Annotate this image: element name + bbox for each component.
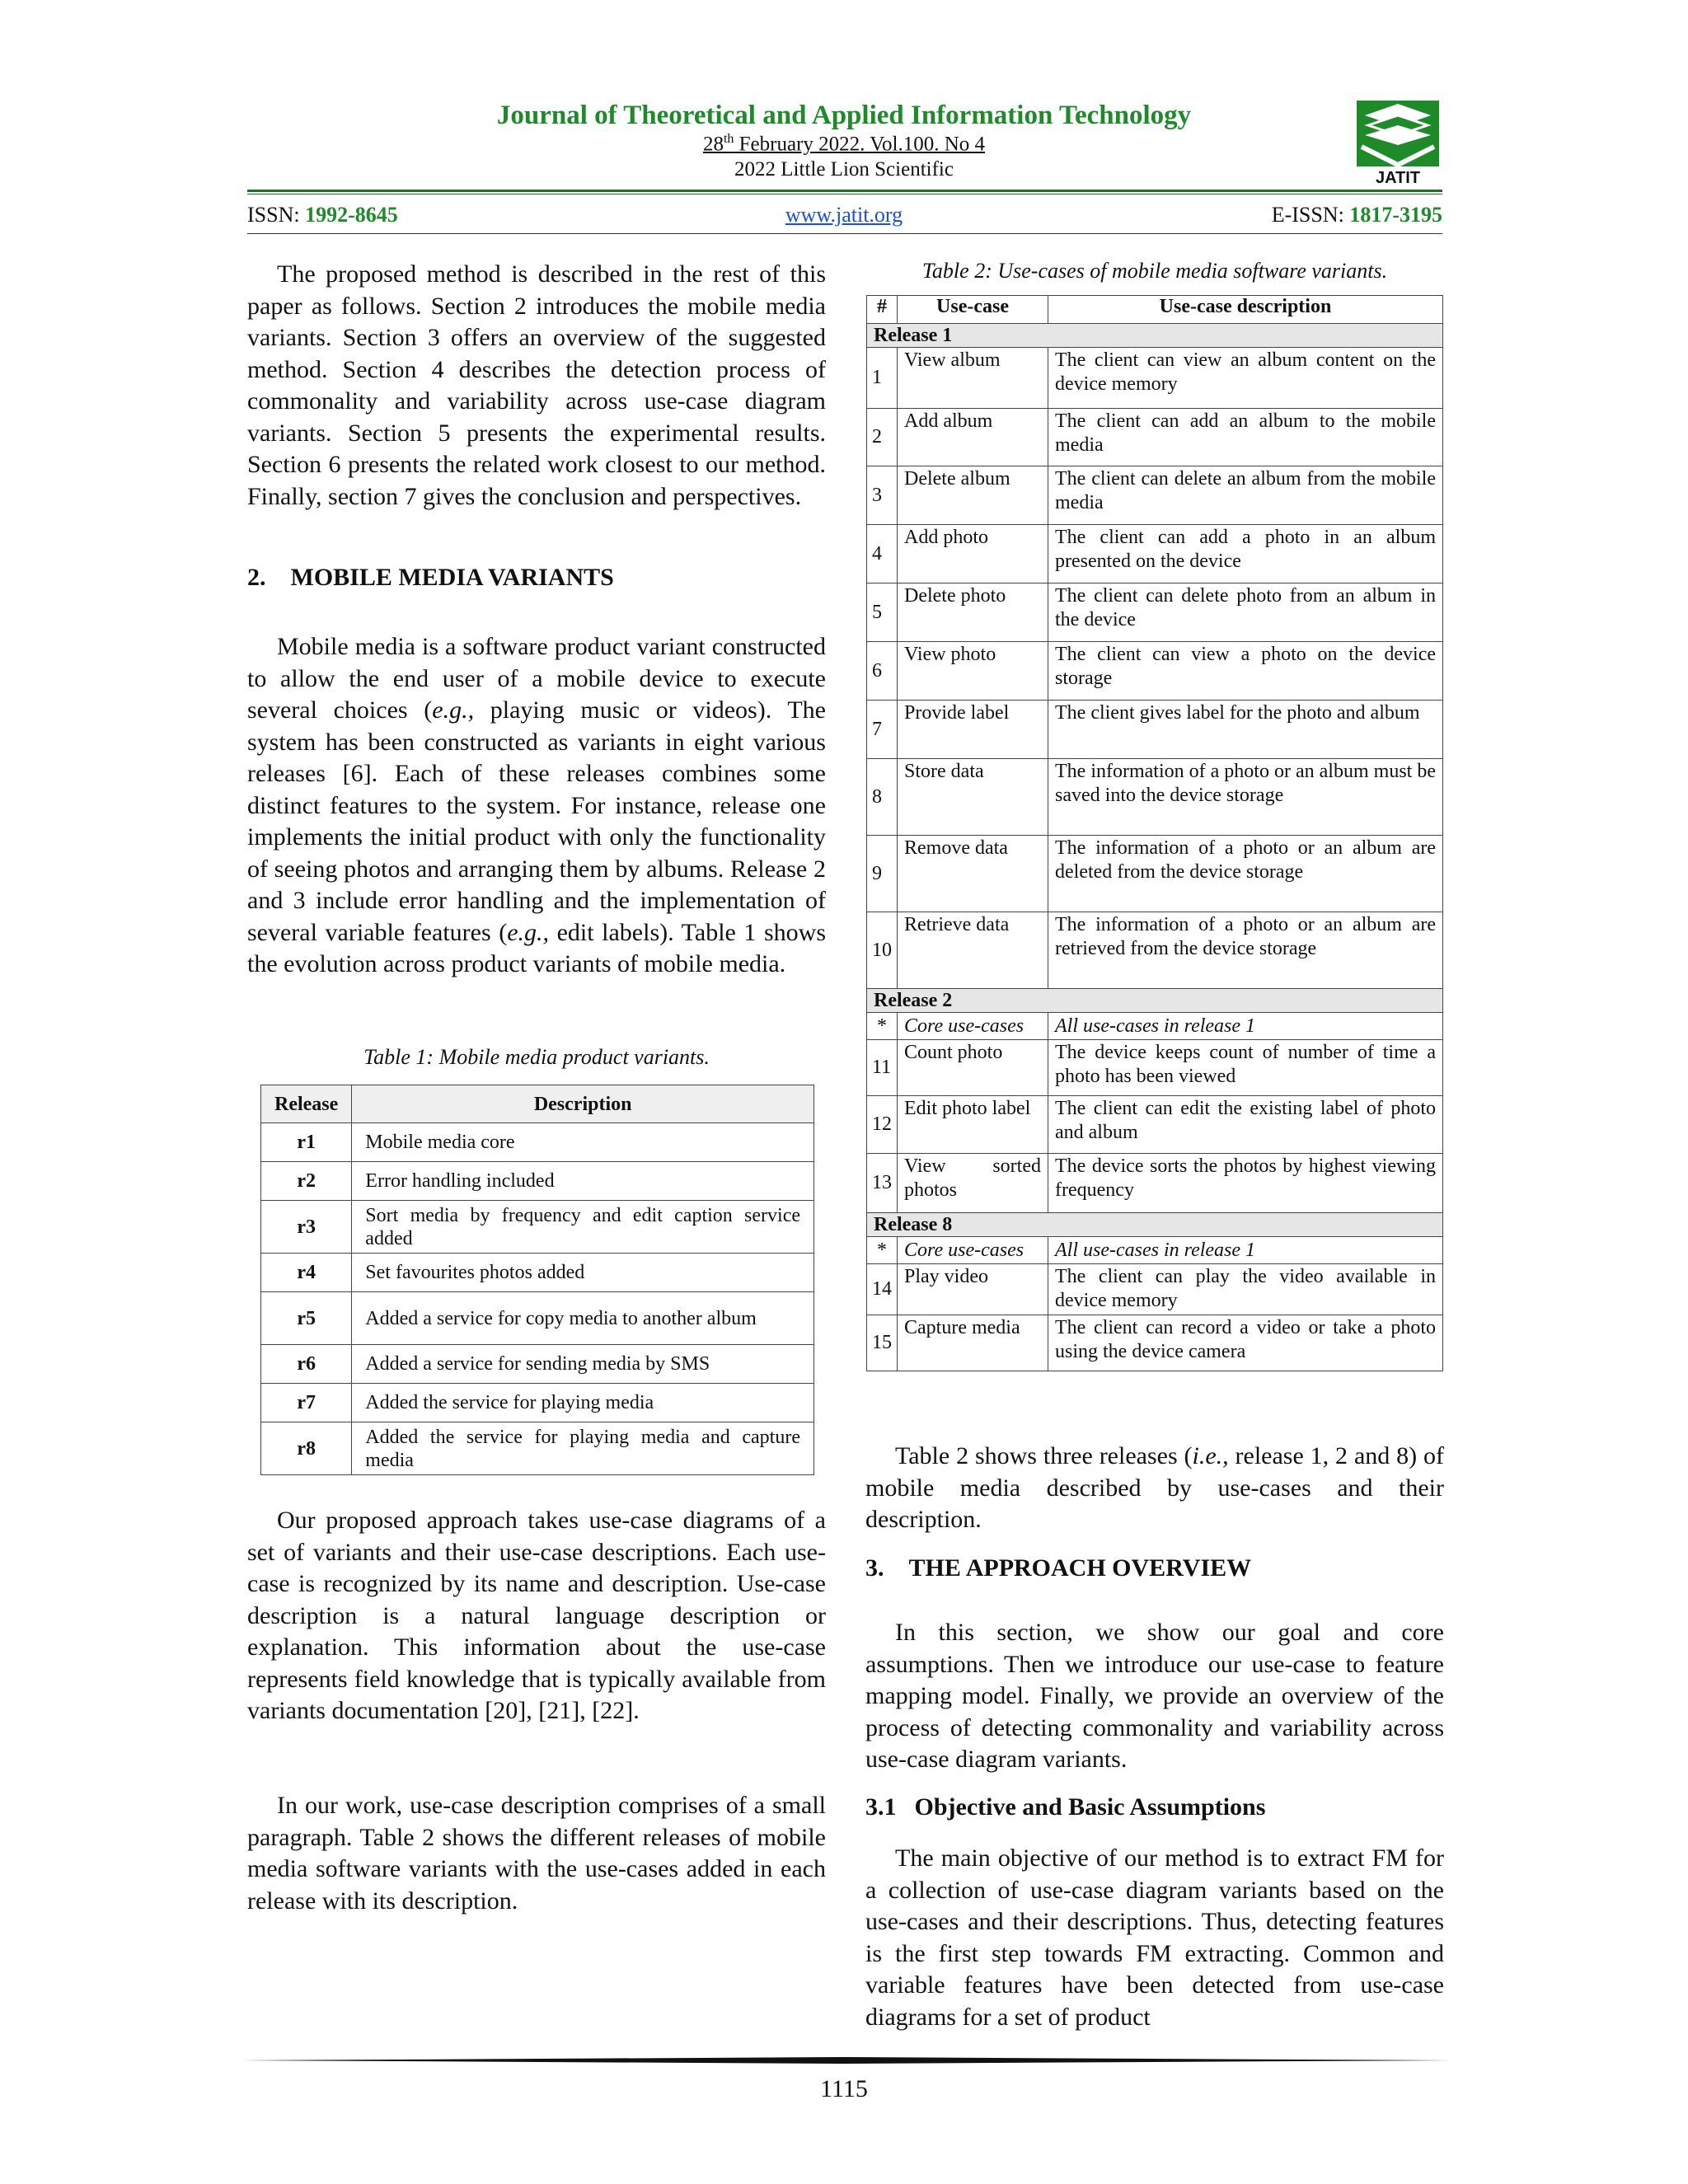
table-row: 12 Edit photo label The client can edit the existing label of photo and album <box>867 1096 1443 1154</box>
table-row: 7 Provide label The client gives label for the photo and album <box>867 701 1443 759</box>
intro-paragraph: The proposed method is described in the rest of this paper as follows. Section 2 introduces the mobile media variants. Section 3 offers an overview of the suggested method. Section 4 describes the detection process of commonality and variability across use-case diagram variants. Section 5 presents the experimental results. Section 6 presents the related work closest to our method. Finally, section 7 gives the conclusion and perspectives. <box>247 260 826 510</box>
table-1-caption: Table 1: Mobile media product variants. <box>363 1045 710 1069</box>
table-row: r6 Added a service for sending media by SMS <box>261 1345 814 1384</box>
page-number: 1115 <box>820 2075 868 2102</box>
jatit-logo-icon <box>1353 97 1442 188</box>
release-1-row: Release 1 <box>867 324 1443 348</box>
table-row: 5 Delete photo The client can delete photo from an album in the device <box>867 583 1443 642</box>
table-row: 3 Delete album The client can delete an album from the mobile media <box>867 466 1443 525</box>
table-row: r5 Added a service for copy media to another album <box>261 1292 814 1345</box>
table-row: r7 Added the service for playing media <box>261 1384 814 1422</box>
table-row: r8 Added the service for playing media and capture media <box>261 1422 814 1475</box>
table-row: r4 Set favourites photos added <box>261 1254 814 1292</box>
table-row: 6 View photo The client can view a photo on the device storage <box>867 642 1443 701</box>
section-3-1-paragraph: The main objective of our method is to extract FM for a collection of use-case diagram variants based on the use-cases and their descriptions. Thus, detecting features is the first step towards FM extracting. Common and variable features have been detected from use-case diagrams for a set of product <box>865 1844 1444 2031</box>
section-3-heading: 3. THE APPROACH OVERVIEW <box>865 1554 1252 1582</box>
section-3-paragraph: In this section, we show our goal and core assumptions. Then we introduce our use-case to feature mapping model. Finally, we provide an overview of the process of detecting commonality and variability across use-case diagram variants. <box>865 1619 1444 1773</box>
table-row: r2 Error handling included <box>261 1162 814 1201</box>
table-row: * Core use-cases All use-cases in release 1 <box>867 1237 1443 1264</box>
work-paragraph: In our work, use-case description comprises of a small paragraph. Table 2 shows the different releases of mobile media software variants with the use-cases added in each release with its description. <box>247 1792 826 1915</box>
table-2-header-num: # <box>867 296 898 324</box>
table-row: 2 Add album The client can add an album to the mobile media <box>867 409 1443 466</box>
table-2-header-description: Use-case description <box>1048 296 1443 324</box>
table-1-header-release: Release <box>261 1085 352 1123</box>
website-link[interactable]: www.jatit.org <box>785 203 903 227</box>
table-row: 11 Count photo The device keeps count of number of time a photo has been viewed <box>867 1040 1443 1096</box>
table-row: 1 View album The client can view an album content on the device memory <box>867 348 1443 409</box>
issn-rule <box>247 233 1442 234</box>
table-1 <box>260 1085 814 1475</box>
footer-rule <box>241 2057 1452 2064</box>
table-row: 14 Play video The client can play the video available in device memory <box>867 1264 1443 1315</box>
table-row: r3 Sort media by frequency and edit caption service added <box>261 1201 814 1254</box>
table-row: * Core use-cases All use-cases in release 1 <box>867 1013 1443 1040</box>
table-row: 15 Capture media The client can record a video or take a photo using the device camera <box>867 1315 1443 1371</box>
table-2 <box>866 295 1443 1371</box>
eissn: E-ISSN: 1817-3195 <box>1271 203 1442 227</box>
journal-title: Journal of Theoretical and Applied Information Technology <box>496 101 1192 130</box>
logo-text: JATIT <box>1375 169 1421 187</box>
table-row: 10 Retrieve data The information of a photo or an album are retrieved from the device storage <box>867 912 1443 989</box>
issue-date: 28th February 2022. Vol.100. No 4 <box>702 132 986 156</box>
issn: ISSN: 1992-8645 <box>247 203 398 227</box>
table-row: 9 Remove data The information of a photo or an album are deleted from the device storage <box>867 836 1443 912</box>
header-rule <box>247 190 1442 192</box>
table-row: r1 Mobile media core <box>261 1123 814 1162</box>
table-row: 4 Add photo The client can add a photo in an album presented on the device <box>867 525 1443 583</box>
table-row: 13 View sorted photos The device sorts the photos by highest viewing frequency <box>867 1154 1443 1213</box>
table-row: 8 Store data The information of a photo or an album must be saved into the device storage <box>867 759 1443 836</box>
section-3-1-heading: 3.1 Objective and Basic Assumptions <box>865 1793 1266 1821</box>
table-2-header-usecase: Use-case <box>898 296 1048 324</box>
table-1-header-description: Description <box>352 1085 814 1123</box>
publisher: 2022 Little Lion Scientific <box>734 158 954 180</box>
release-8-row: Release 8 <box>867 1213 1443 1237</box>
table-2-caption: Table 2: Use-cases of mobile media software variants. <box>921 259 1388 283</box>
approach-paragraph: Our proposed approach takes use-case diagrams of a set of variants and their use-case descriptions. Each use-case is recognized by its name and description. Use-case description is a natural language description or explanation. This information about the use-case represents field knowledge that is typically available from variants documentation [20], [21], [22]. <box>247 1507 826 1724</box>
release-2-row: Release 2 <box>867 989 1443 1013</box>
mobile-media-paragraph: Mobile media is a software product variant constructed to allow the end user of a mobile device to execute several choices (e.g., playing music or videos). The system has been constructed as variants in eight various releases [6]. Each of these releases combines some distinct features to the system. For instance, release one implements the initial product with only the functionality of seeing photos and arranging them by albums. Release 2 and 3 include error handling and the implementation of several variable features (e.g., edit labels). Table 1 shows the evolution across product variants of mobile media. <box>247 633 827 977</box>
section-2-heading: 2. MOBILE MEDIA VARIANTS <box>247 564 614 591</box>
table-2-summary-paragraph: Table 2 shows three releases (i.e., release 1, 2 and 8) of mobile media described by use-cases and their description. <box>865 1442 1444 1533</box>
